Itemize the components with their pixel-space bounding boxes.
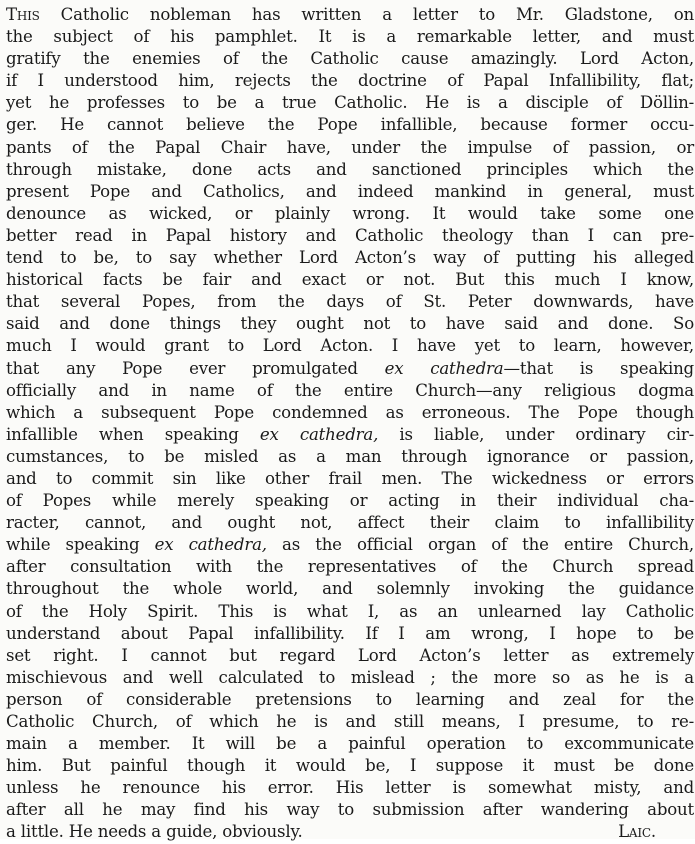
- text-run: pants of the Papal Chair have, under the impulse of passion, or: [6, 137, 694, 157]
- italic-phrase: ex cathedra,: [259, 424, 379, 444]
- text-line: [6, 601, 694, 623]
- text-line: [6, 490, 694, 512]
- text-line: [6, 137, 694, 159]
- author-signature: Laic.: [618, 822, 656, 842]
- text-line: [6, 181, 694, 203]
- italic-phrase: ex cathedra,: [154, 535, 267, 555]
- text-run: if I understood him, rejects the doctrine of Papal Infallibility, flat;: [6, 71, 694, 91]
- text-run: set right. I cannot but regard Lord Acton’s letter as extremely: [6, 645, 694, 665]
- text-line: [6, 667, 694, 689]
- text-line: [6, 313, 694, 335]
- text-line: [6, 733, 694, 755]
- text-run: that several Popes, from the days of St. Peter downwards, have: [6, 292, 694, 312]
- text-line: [6, 247, 694, 269]
- text-line: [6, 159, 694, 181]
- text-run: better read in Papal history and Catholic theology than I can pre-: [6, 225, 694, 245]
- text-run: person of considerable pretensions to learning and zeal for the: [6, 689, 694, 709]
- text-run: —that is speaking: [503, 358, 694, 378]
- text-run: Catholic Church, of which he is and still means, I presume, to re-: [6, 712, 694, 731]
- text-run: gratify the enemies of the Catholic cause amazingly. Lord Acton,: [6, 49, 694, 69]
- text-line: [6, 114, 694, 136]
- text-line: [6, 534, 694, 556]
- text-run: infallible when speaking: [6, 424, 260, 444]
- text-run: denounce as wicked, or plainly wrong. It would take some one: [6, 203, 694, 223]
- text-run: historical facts be fair and exact or not. But this much I know,: [6, 270, 694, 290]
- text-line: [6, 4, 694, 26]
- text-line: [6, 799, 694, 821]
- text-line: [6, 225, 694, 247]
- text-line: [6, 645, 694, 667]
- text-run: mischievous and well calculated to mislead ; the more so as he is a: [6, 667, 694, 687]
- letter-body: [6, 4, 694, 844]
- text-run: while speaking: [6, 535, 155, 555]
- text-run: that any Pope ever promulgated: [6, 358, 385, 378]
- text-run: through mistake, done acts and sanctioned principles which the: [6, 159, 694, 179]
- text-line: [6, 402, 694, 424]
- text-line: [6, 335, 694, 357]
- text-run: understand about Papal infallibility. If I am wrong, I hope to be: [6, 623, 694, 643]
- text-run: after consultation with the representatives of the Church spread: [6, 557, 694, 577]
- text-line: [6, 26, 694, 48]
- text-run: cumstances, to be misled as a man through ignorance or passion,: [6, 446, 694, 466]
- text-line: [6, 821, 694, 843]
- text-run: the subject of his pamphlet. It is a remarkable letter, and must: [6, 27, 694, 47]
- text-line: [6, 578, 694, 600]
- text-line: [6, 468, 694, 490]
- text-line: [6, 711, 694, 733]
- text-line: [6, 269, 694, 291]
- text-run: throughout the whole world, and solemnly invoking the guidance: [6, 579, 694, 599]
- text-line: [6, 380, 694, 402]
- text-line: [6, 70, 694, 92]
- text-run: main a member. It will be a painful operation to excommunicate: [6, 734, 694, 754]
- text-run: after all he may find his way to submission after wandering about: [6, 800, 694, 820]
- text-line: [6, 777, 694, 799]
- opening-word: This: [6, 5, 40, 24]
- text-run: present Pope and Catholics, and indeed mankind in general, must: [6, 181, 694, 201]
- text-run: tend to be, to say whether Lord Acton’s way of putting his alleged: [6, 248, 694, 268]
- italic-phrase: ex cathedra: [384, 358, 504, 378]
- text-run: him. But painful though it would be, I suppose it must be done: [6, 756, 694, 776]
- text-run: ger. He cannot believe the Pope infallible, because former occu-: [6, 115, 694, 135]
- text-line: [6, 623, 694, 645]
- text-line: [6, 689, 694, 711]
- text-run: officially and in name of the entire Church—any religious dogma: [6, 380, 694, 400]
- text-line: [6, 92, 694, 114]
- text-line: [6, 424, 694, 446]
- text-line: [6, 358, 694, 380]
- text-run: yet he professes to be a true Catholic. He is a disciple of Döllin-: [6, 93, 694, 113]
- text-line: [6, 48, 694, 70]
- text-run: much I would grant to Lord Acton. I have yet to learn, however,: [6, 336, 694, 356]
- text-line: [6, 446, 694, 468]
- text-line: [6, 512, 694, 534]
- text-line: [6, 556, 694, 578]
- text-run: said and done things they ought not to have said and done. So: [6, 314, 694, 334]
- text-run: of Popes while merely speaking or acting in their individual cha-: [6, 491, 694, 511]
- text-run: and to commit sin like other frail men. The wickedness or errors: [6, 468, 694, 488]
- text-line: [6, 755, 694, 777]
- text-run: of the Holy Spirit. This is what I, as an unlearned lay Catholic: [6, 601, 694, 621]
- text-line: [6, 291, 694, 313]
- text-run: which a subsequent Pope condemned as erroneous. The Pope though: [6, 402, 694, 422]
- text-run: as the official organ of the entire Church,: [266, 535, 694, 555]
- text-run: Catholic nobleman has written a letter to Mr. Gladstone, on: [39, 5, 694, 24]
- text-run: a little. He needs a guide, obviously.: [6, 822, 303, 842]
- text-run: racter, cannot, and ought not, affect their claim to infallibility: [6, 513, 694, 533]
- text-line: [6, 203, 694, 225]
- text-run: unless he renounce his error. His letter is somewhat misty, and: [6, 778, 694, 798]
- text-run: is liable, under ordinary cir-: [378, 424, 695, 444]
